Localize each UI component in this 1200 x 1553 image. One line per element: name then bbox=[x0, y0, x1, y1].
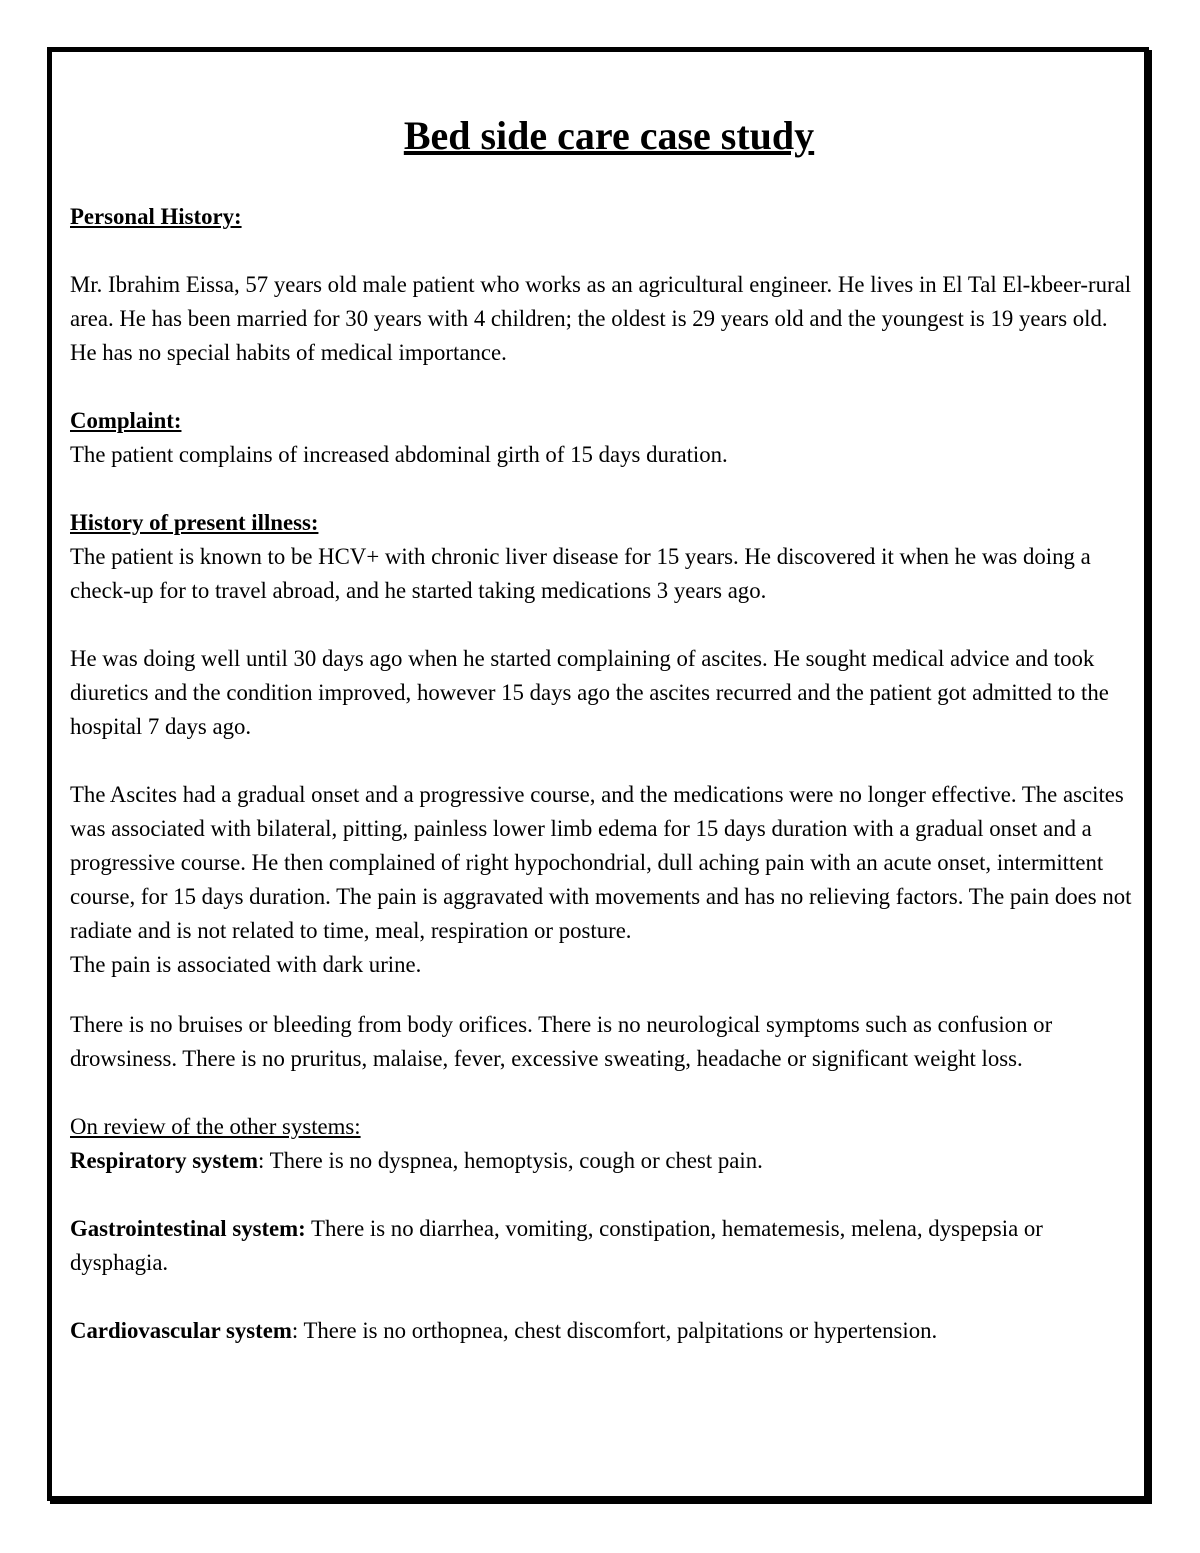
respiratory-system-line bbox=[70, 1144, 1138, 1178]
present-illness-paragraph-2: He was doing well until 30 days ago when he started complaining of ascites. He sought medical advice and took diuretics and the condition improved, however 15 days ago the ascites recurred and the patient got admitted to the hospital 7 days ago. bbox=[70, 646, 1109, 739]
gastrointestinal-system-line bbox=[70, 1212, 1138, 1280]
respiratory-system-label: Respiratory system bbox=[70, 1148, 259, 1173]
personal-history-text: Mr. Ibrahim Eissa, 57 years old male patient who works as an agricultural engineer. He lives in El Tal El-kbeer-rural area. He has been married for 30 years with 4 children; the oldest is 29 years old and the youngest is 19 years old. He has no special habits of medical importance. bbox=[70, 272, 1132, 365]
present-illness-paragraph-3: The Ascites had a gradual onset and a progressive course, and the medications were no longer effective. The ascites was associated with bilateral, pitting, painless lower limb edema for 15 days duration with a gradual onset and a progressive course. He then complained of right hypochondrial, dull aching pain with an acute onset, intermittent course, for 15 days duration. The pain is aggravated with movements and has no relieving factors. The pain does not radiate and is not related to time, meal, respiration or posture. bbox=[70, 782, 1132, 943]
complaint-text: The patient complains of increased abdominal girth of 15 days duration. bbox=[70, 442, 728, 467]
cardiovascular-system-label: Cardiovascular system bbox=[70, 1318, 292, 1343]
respiratory-system-text: : There is no dyspnea, hemoptysis, cough or chest pain. bbox=[258, 1148, 763, 1173]
personal-history-heading: Personal History: bbox=[70, 204, 242, 229]
gastrointestinal-system-text: There is no diarrhea, vomiting, constipation, hematemesis, melena, dyspepsia or dysphagia. bbox=[70, 1216, 1043, 1275]
page-title: Bed side care case study bbox=[403, 113, 815, 158]
complaint-heading: Complaint: bbox=[70, 408, 182, 433]
document-body bbox=[70, 108, 1138, 1348]
present-illness-heading: History of present illness: bbox=[70, 510, 319, 535]
present-illness-paragraph-4: There is no bruises or bleeding from body orifices. There is no neurological symptoms such as confusion or drowsiness. There is no pruritus, malaise, fever, excessive sweating, headache or significant weight loss. bbox=[70, 1012, 1053, 1071]
gastrointestinal-system-label: Gastrointestinal system: bbox=[70, 1216, 306, 1241]
review-systems-heading: On review of the other systems: bbox=[70, 1114, 361, 1139]
cardiovascular-system-line bbox=[70, 1314, 1138, 1348]
cardiovascular-system-text: : There is no orthopnea, chest discomfort, palpitations or hypertension. bbox=[291, 1318, 938, 1343]
present-illness-dark-urine: The pain is associated with dark urine. bbox=[70, 952, 422, 977]
present-illness-paragraph-1: The patient is known to be HCV+ with chronic liver disease for 15 years. He discovered it when he was doing a check-up for to travel abroad, and he started taking medications 3 years ago. bbox=[70, 544, 1091, 603]
